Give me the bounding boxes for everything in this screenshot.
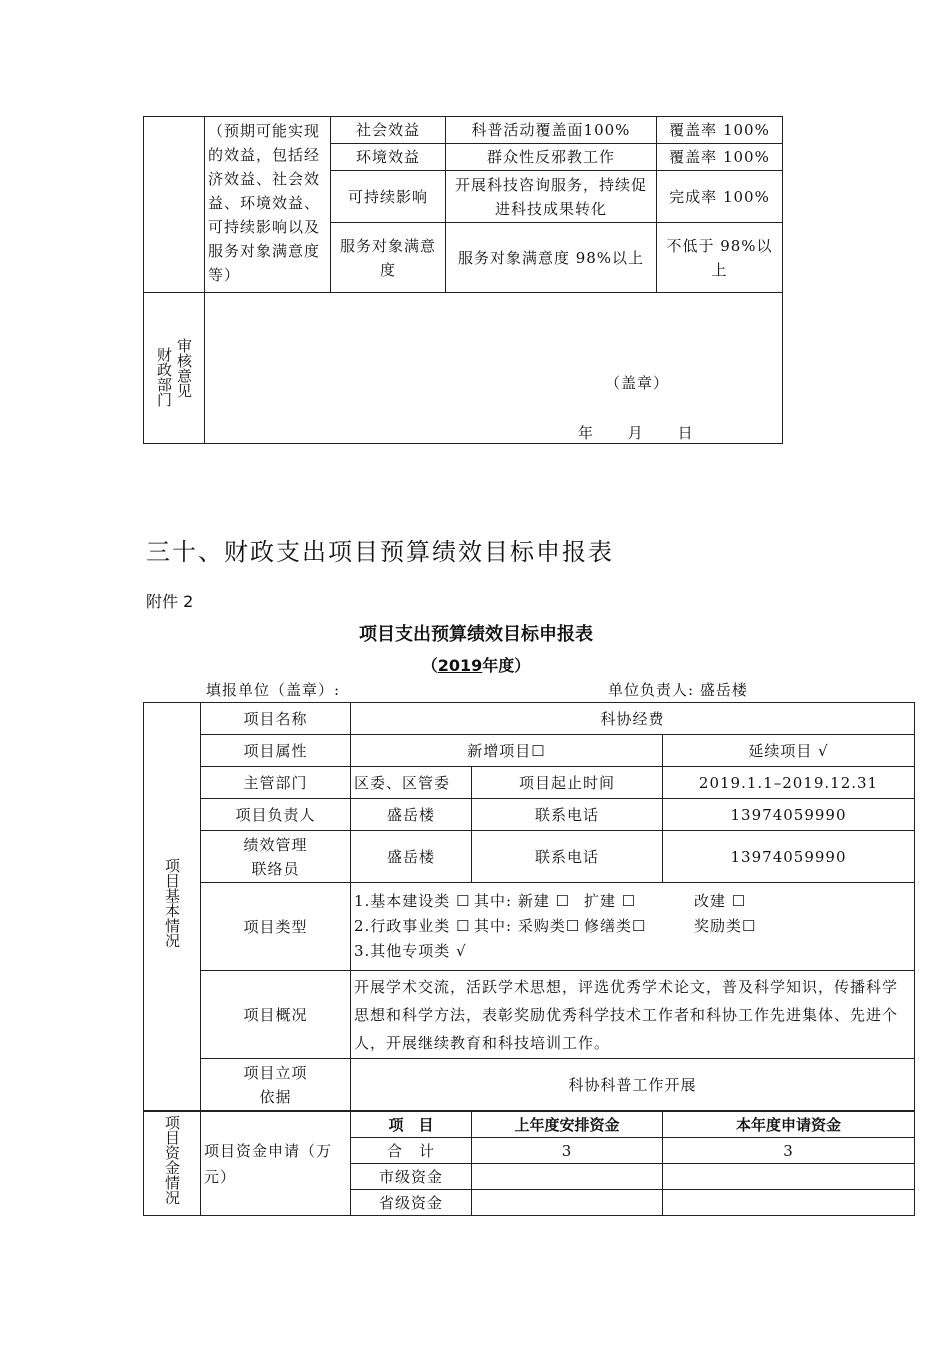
benefit-target: 完成率 100% <box>657 171 783 223</box>
phone-value-2: 13974059990 <box>663 831 915 883</box>
type-label: 项目类型 <box>201 883 351 971</box>
benefit-category: 可持续影响 <box>331 171 446 223</box>
date-year: 年 <box>578 424 594 442</box>
name-label: 项目名称 <box>201 703 351 735</box>
funds-row-last <box>472 1190 663 1216</box>
attr-continue: 延续项目 √ <box>663 735 915 767</box>
benefit-category: 环境效益 <box>331 144 446 171</box>
overview-label: 项目概况 <box>201 971 351 1059</box>
type-grid <box>354 889 911 964</box>
funds-section-text: 项目资金情况 <box>163 1115 181 1205</box>
funds-row-this <box>663 1190 915 1216</box>
type-option: 修缮类☐ <box>584 917 647 935</box>
form-year-close: 年度） <box>482 656 531 675</box>
fill-person: 单位负责人: 盛岳楼 <box>608 681 748 699</box>
leader-label: 项目负责人 <box>201 799 351 831</box>
benefit-description: （预期可能实现的效益，包括经济效益、社会效益、环境效益、可持续影响以及服务对象满意度等） <box>205 117 331 293</box>
form-year <box>0 653 952 676</box>
fill-unit: 填报单位（盖章）: <box>206 681 341 699</box>
type-options <box>351 883 915 971</box>
date-line <box>578 422 723 443</box>
type-option: 2.行政事业类 ☐ <box>354 917 471 935</box>
benefit-target: 不低于 98%以上 <box>657 223 783 293</box>
leader-value: 盛岳楼 <box>351 799 472 831</box>
benefit-indicator: 群众性反邪教工作 <box>446 144 657 171</box>
type-option: 其中: 采购类☐ <box>474 917 581 935</box>
funds-table <box>143 1111 915 1216</box>
type-option: 改建 ☐ <box>694 892 747 910</box>
date-day: 日 <box>677 424 693 442</box>
form-year-number: 2019 <box>437 656 483 675</box>
phone-label-2: 联系电话 <box>472 831 663 883</box>
benefit-indicator: 开展科技咨询服务，持续促进科技成果转化 <box>446 171 657 223</box>
basis-label-1: 项目立项 <box>243 1063 308 1082</box>
date-month: 月 <box>627 424 643 442</box>
finance-label-col2: 审核意见 <box>175 338 193 398</box>
liaison-label <box>201 831 351 883</box>
funds-row-this <box>663 1164 915 1190</box>
funds-row-this: 3 <box>663 1138 915 1164</box>
type-option: 扩建 ☐ <box>584 892 637 910</box>
benefit-target: 覆盖率 100% <box>657 144 783 171</box>
liaison-value: 盛岳楼 <box>351 831 472 883</box>
section-title: 三十、财政支出项目预算绩效目标申报表 <box>146 538 614 566</box>
finance-dept-label <box>144 293 205 444</box>
phone-value: 13974059990 <box>663 799 915 831</box>
benefit-indicator: 服务对象满意度 98%以上 <box>446 223 657 293</box>
name-value: 科协经费 <box>351 703 915 735</box>
overview-value: 开展学术交流，活跃学术思想，评选优秀学术论文，普及科学知识，传播科学思想和科学方法，表彰奖励优秀科学技术工作者和科协工作先进集体、先进个人，开展继续教育和科技培训工作。 <box>351 971 915 1059</box>
benefit-category: 社会效益 <box>331 117 446 144</box>
funds-col-item: 项 目 <box>351 1112 472 1138</box>
benefit-target: 覆盖率 100% <box>657 117 783 144</box>
basis-value: 科协科普工作开展 <box>351 1059 915 1111</box>
liaison-label-1: 绩效管理 <box>243 835 308 854</box>
funds-col-last: 上年度安排资金 <box>472 1112 663 1138</box>
funds-col-this: 本年度申请资金 <box>663 1112 915 1138</box>
basic-section-label <box>144 703 201 1111</box>
type-option: 其中: 新建 ☐ <box>474 892 571 910</box>
funds-section-label <box>144 1112 201 1216</box>
basis-label-2: 依据 <box>259 1087 292 1106</box>
benefit-category: 服务对象满意度 <box>331 223 446 293</box>
funds-row-item: 合 计 <box>351 1138 472 1164</box>
attr-label: 项目属性 <box>201 735 351 767</box>
funds-row-last: 3 <box>472 1138 663 1164</box>
liaison-label-2: 联络员 <box>251 859 300 878</box>
type-option: 奖励类☐ <box>694 917 757 935</box>
phone-label: 联系电话 <box>472 799 663 831</box>
attr-new: 新增项目☐ <box>351 735 663 767</box>
blank-cell <box>144 117 205 293</box>
benefit-indicator: 科普活动覆盖面100% <box>446 117 657 144</box>
funds-row-item: 市级资金 <box>351 1164 472 1190</box>
type-option: 1.基本建设类 ☐ <box>354 892 471 910</box>
form-title: 项目支出预算绩效目标申报表 <box>359 624 593 645</box>
seal-text: （盖章） <box>605 374 670 392</box>
funds-row-item: 省级资金 <box>351 1190 472 1216</box>
finance-label-col1: 财政部门 <box>155 347 173 407</box>
project-form-table <box>143 702 915 1111</box>
basic-section-text: 项目基本情况 <box>163 858 181 948</box>
funds-apply-label: 项目资金申请（万元） <box>201 1112 351 1216</box>
dept-value: 区委、区管委 <box>351 767 472 799</box>
form-year-open: （ <box>421 656 438 675</box>
basis-label <box>201 1059 351 1111</box>
period-value: 2019.1.1–2019.12.31 <box>663 767 915 799</box>
benefit-table <box>143 116 783 444</box>
dept-label: 主管部门 <box>201 767 351 799</box>
finance-opinion-cell <box>205 293 783 444</box>
period-label: 项目起止时间 <box>472 767 663 799</box>
attachment-label: 附件 2 <box>146 592 194 611</box>
type-option: 3.其他专项类 √ <box>354 942 467 960</box>
funds-row-last <box>472 1164 663 1190</box>
